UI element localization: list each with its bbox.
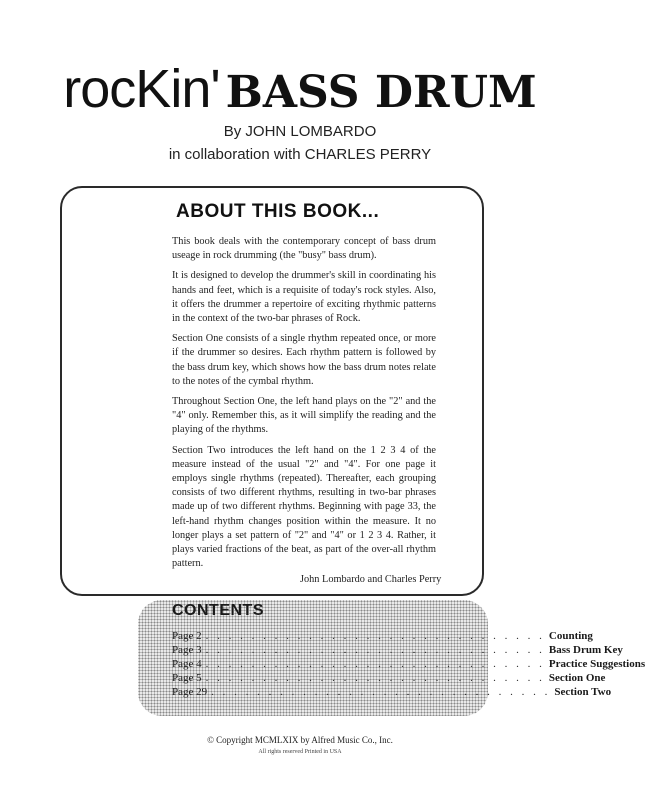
about-heading: ABOUT THIS BOOK... [176, 201, 380, 222]
about-paragraph: Section Two introduces the left hand on the 1 2 3 4 of the measure instead of the usual "2" and "4". For one page it employs single rhythms (repeated). Thereafter, each grouping consists of two different rhythms, resulting in two-bar phrases made up of two different rhythms. Beginning with page 33, the left-hand rhythm changes position within the measure. It no longer plays a set pattern of "2" and "4" or 1 2 3 4. Rather, it plays varied fractions of the beat, as part of the over-all rhythm pattern. [172, 444, 436, 570]
toc-leader: . . . . . . . . . . . . . . . . . . . . . . . . . . . . . . [205, 630, 545, 642]
title-bass-drum: BASS DRUM [225, 67, 537, 118]
toc-page: Page 2 [172, 630, 202, 642]
toc-entry [172, 672, 606, 685]
toc-page: Page 5 [172, 672, 202, 684]
book-title [0, 59, 600, 119]
toc-page: Page 3 [172, 644, 202, 656]
about-body [172, 235, 436, 577]
rights-notice: All rights reserved Printed in USA [258, 749, 342, 755]
about-paragraph: Throughout Section One, the left hand plays on the "2" and the "4" only. Remember this, as it will simplify the reading and the playing of the rhythms. [172, 396, 436, 436]
toc-page: Page 4 [172, 658, 202, 670]
collaboration-line: in collaboration with CHARLES PERRY [168, 146, 432, 163]
toc-section: Counting [548, 630, 593, 642]
about-paragraph: Section One consists of a single rhythm repeated once, or more if the drummer so desires. Each rhythm pattern is followed by the bass drum key, which shows how the bass drum notes relate to the notes of the cymbal rhythm. [172, 333, 436, 387]
toc-section: Practice Suggestions [548, 658, 645, 670]
copyright-notice: © Copyright MCMLXIX by Alfred Music Co., Inc. [207, 735, 393, 745]
toc-section: Bass Drum Key [548, 644, 623, 656]
about-paragraph: This book deals with the contemporary concept of bass drum useage in rock drumming (the "busy" bass drum). [172, 236, 436, 262]
toc-entry [172, 658, 645, 671]
toc-section: Section One [548, 672, 606, 684]
contents-title: CONTENTS [172, 602, 264, 619]
toc-leader: . . . . . . . . . . . . . . . . . . . . . . . . . . . . . . [205, 658, 545, 670]
toc-entry [172, 630, 593, 643]
about-signature: John Lombardo and Charles Perry [300, 574, 442, 585]
toc-entry [172, 686, 612, 699]
toc-leader: . . . . . . . . . . . . . . . . . . . . . . . . . . . . . . [205, 644, 545, 656]
title-rockin: rocKin' [63, 59, 220, 119]
toc-page: Page 29 [172, 686, 208, 698]
about-paragraph: It is designed to develop the drummer's skill in coordinating his hands and feet, which is a requisite of today's rock styles. Also, it offers the drummer a repertoire of exciting rhythmic patterns in the context of the two-bar phrases of Rock. [172, 270, 436, 325]
toc-section: Section Two [554, 686, 612, 698]
toc-entry [172, 644, 623, 657]
toc-leader: . . . . . . . . . . . . . . . . . . . . . . . . . . . . . . [205, 672, 545, 684]
author-byline: By JOHN LOMBARDO [223, 123, 377, 140]
toc-leader: . . . . . . . . . . . . . . . . . . . . . . . . . . . . . . [211, 686, 551, 698]
